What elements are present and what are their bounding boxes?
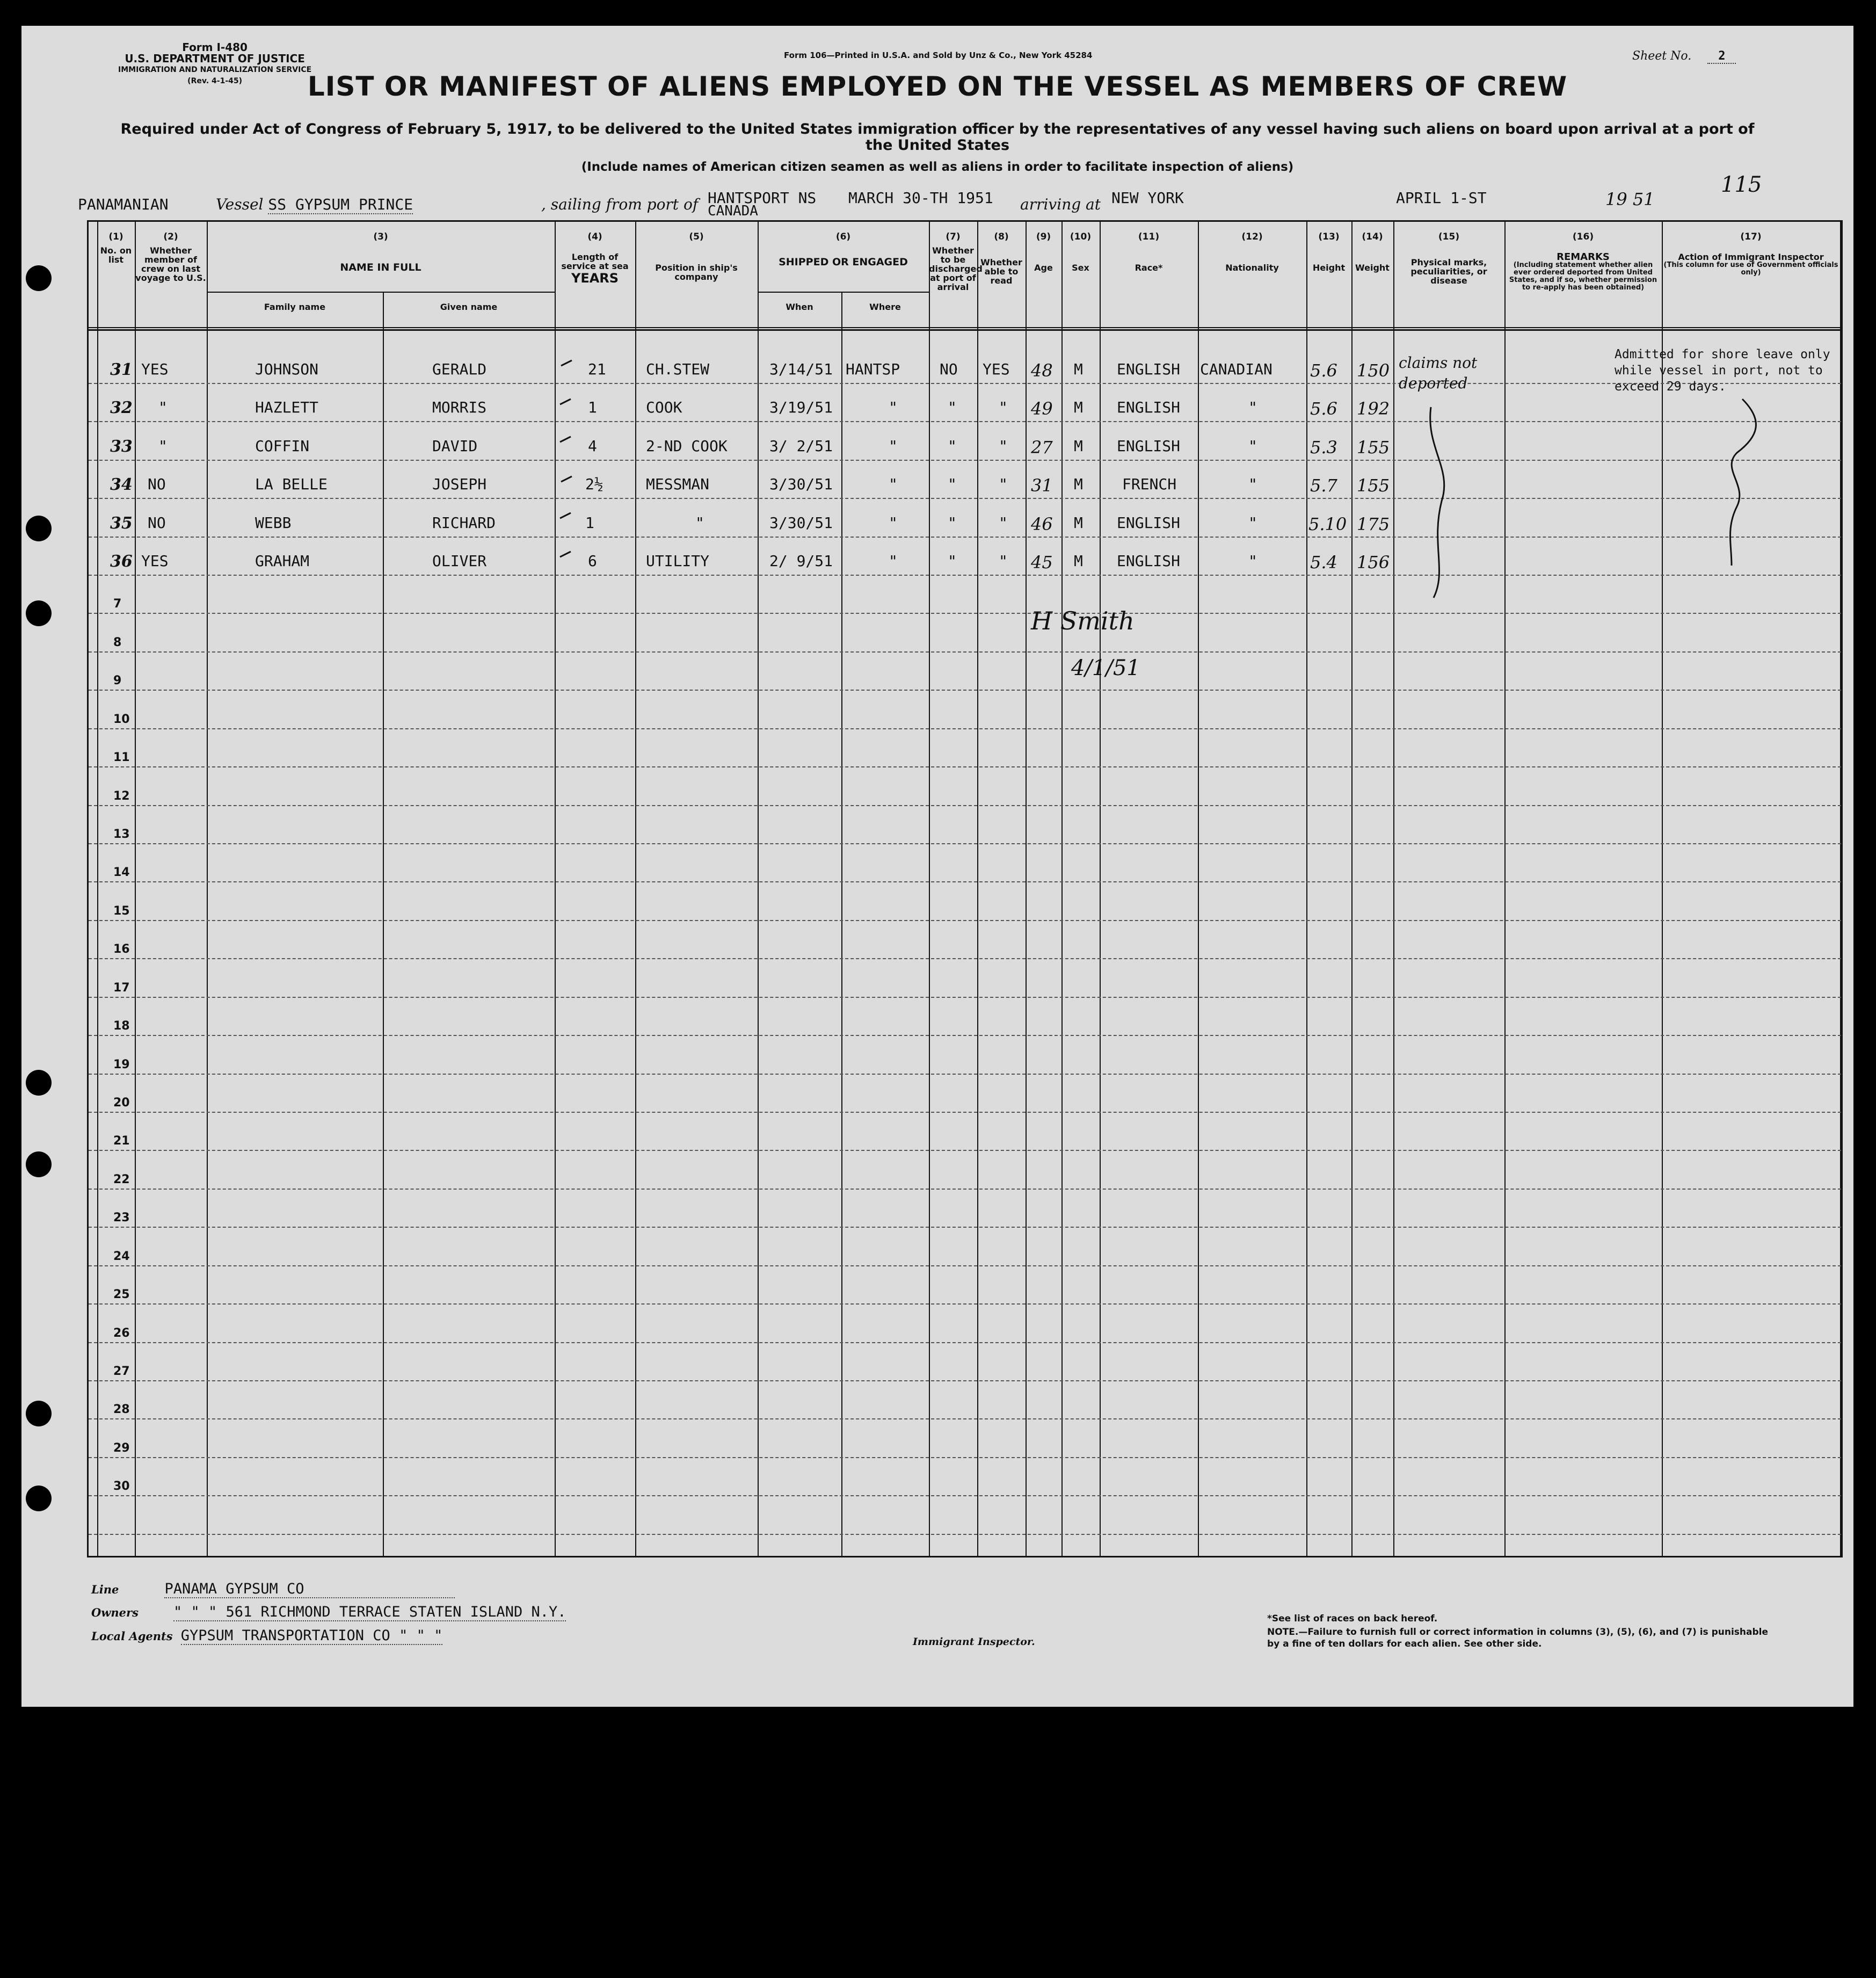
row-number: 9 (113, 674, 122, 687)
row-number: 15 (113, 904, 130, 918)
form-number: Form I-480 (182, 41, 248, 54)
row-number: 29 (113, 1441, 130, 1455)
immigrant-inspector-label: Immigrant Inspector. (913, 1636, 1035, 1648)
punch-hole (26, 1151, 52, 1177)
row-number: 20 (113, 1096, 130, 1110)
col6-where-header: Where (869, 302, 901, 312)
footer-agents: Local Agents GYPSUM TRANSPORTATION CO " " " (91, 1627, 443, 1644)
row-number: 7 (113, 597, 122, 611)
penalty-note: NOTE.—Failure to furnish full or correct information in columns (3), (5), (6), and (7) is punishable by a fine of ten dollars for each alien. See other side. (1267, 1627, 1769, 1649)
col3-header: (3) NAME IN FULL (340, 231, 421, 273)
subtitle-note: (Include names of American citizen seamen as well as aliens in order to facilitate inspection of aliens) (581, 160, 1294, 174)
row-number: 8 (113, 636, 122, 649)
arrival-year: 19 51 (1605, 189, 1655, 209)
inspector-signature: H Smith (1031, 606, 1135, 635)
remarks-note: Admitted for shore leave only while vessel in port, not to exceed 29 days. (1615, 347, 1830, 394)
printer-line: Form 106—Printed in U.S.A. and Sold by Unz & Co., New York 45284 (784, 50, 1093, 60)
owners-value: " " " 561 RICHMOND TERRACE STATEN ISLAND N.Y. (173, 1604, 566, 1620)
col1-header: (1) No. on list (100, 231, 132, 265)
row-number: 11 (113, 751, 130, 764)
races-note: *See list of races on back hereof. (1267, 1613, 1438, 1624)
manifest-document (21, 26, 1853, 1707)
row-number: 12 (113, 789, 130, 803)
punch-hole (26, 1486, 52, 1511)
sheet-value: 2 (1707, 49, 1736, 64)
col3-family-header: Family name (264, 302, 326, 312)
col16-header: (16) REMARKS (Including statement whether alien ever ordered deported from United States, and if so, whether permission to re-apply has been obtained) (1509, 231, 1657, 292)
col17-header: (17) Action of Immigrant Inspector (This column for use of Government officials only) (1663, 231, 1838, 277)
table-row: 31 YES JOHNSON GERALD 21 CH.STEW 3/14/51 HANTSP NO YES 48 M ENGLISH CANADIAN 5.6 150 (110, 360, 1390, 381)
sailing-label: , sailing from port of (541, 195, 699, 213)
arriving-label: arriving at (1020, 195, 1101, 213)
footer-owners: Owners " " " 561 RICHMOND TERRACE STATEN ISLAND N.Y. (91, 1604, 566, 1620)
col13-header: (13) Height (1312, 231, 1346, 273)
subtitle: Required under Act of Congress of February 5, 1917, to be delivered to the United States immigration officer by the representatives of any vessel having such aliens on board upon arrival at a port of the United States (120, 121, 1755, 154)
col12-header: (12) Nationality (1225, 231, 1279, 273)
table-row: 32 " HAZLETT MORRIS 1 COOK 3/19/51 " " " 49 M ENGLISH " 5.6 192 (110, 399, 1390, 419)
revision: (Rev. 4-1-45) (187, 77, 243, 85)
physical-marks-note: claims not deported (1399, 354, 1478, 392)
row-number: 26 (113, 1327, 130, 1340)
col2-header: (2) Whether member of crew on last voyage to U.S. (135, 231, 206, 283)
arrival-day: APRIL 1-ST (1396, 189, 1487, 207)
row-number: 27 (113, 1365, 130, 1378)
col5-header: (5) Position in ship's company (655, 231, 738, 282)
col8-header: (8) Whether able to read (980, 231, 1022, 286)
punch-hole (26, 1070, 52, 1096)
vessel-flag: PANAMANIAN (78, 195, 169, 213)
row-number: 21 (113, 1134, 130, 1148)
punch-hole (26, 265, 52, 291)
row-number: 28 (113, 1403, 130, 1416)
sheet-number (1632, 49, 1736, 63)
table-row: 35 NO WEBB RICHARD 1 " 3/30/51 " " " 46 M ENGLISH " 5.10 175 (110, 514, 1390, 534)
row-number: 16 (113, 943, 130, 956)
department: U.S. DEPARTMENT OF JUSTICE (125, 52, 305, 65)
col4-header: (4) Length of service at sea YEARS (561, 231, 629, 286)
page-title: LIST OR MANIFEST OF ALIENS EMPLOYED ON THE VESSEL AS MEMBERS OF CREW (307, 71, 1568, 102)
handwritten-marks (89, 222, 1841, 1556)
col7-header: (7) Whether to be discharged at port of arrival (929, 231, 983, 292)
row-number: 23 (113, 1211, 130, 1225)
table-row: 36 YES GRAHAM OLIVER 6 UTILITY 2/ 9/51 " " " 45 M ENGLISH " 5.4 156 (110, 552, 1390, 573)
sheet-label: Sheet No. (1632, 49, 1692, 63)
service: IMMIGRATION AND NATURALIZATION SERVICE (118, 66, 312, 74)
table-row: 33 " COFFIN DAVID 4 2-ND COOK 3/ 2/51 " " " 27 M ENGLISH " 5.3 155 (110, 437, 1390, 458)
page-number-handwritten: 115 (1721, 172, 1762, 197)
row-number: 14 (113, 866, 130, 879)
signature-date: 4/1/51 (1071, 656, 1140, 680)
departure-port: HANTSPORT NS (708, 189, 817, 207)
crew-table (87, 220, 1843, 1557)
row-number: 18 (113, 1019, 130, 1033)
punch-hole (26, 600, 52, 626)
vessel-name-line: Vessel SS GYPSUM PRINCE (216, 195, 413, 213)
row-number: 13 (113, 828, 130, 841)
departure-date: MARCH 30-TH 1951 (848, 189, 993, 207)
col15-header: (15) Physical marks, peculiarities, or disease (1410, 231, 1487, 286)
col11-header: (11) Race* (1135, 231, 1163, 273)
row-number: 22 (113, 1173, 130, 1186)
row-number: 19 (113, 1058, 130, 1071)
col3-given-header: Given name (440, 302, 498, 312)
col6-header: (6) SHIPPED OR ENGAGED (779, 231, 908, 268)
line-value: PANAMA GYPSUM CO (164, 1581, 454, 1598)
punch-hole (26, 1401, 52, 1426)
arrival-port: NEW YORK (1111, 189, 1184, 207)
col9-header: (9) Age (1034, 231, 1053, 273)
punch-hole (26, 516, 52, 541)
col10-header: (10) Sex (1070, 231, 1092, 273)
col6-when-header: When (786, 302, 813, 312)
table-row: 34 NO LA BELLE JOSEPH 2½ MESSMAN 3/30/51 " " " 31 M FRENCH " 5.7 155 (110, 475, 1390, 496)
row-number: 24 (113, 1250, 130, 1263)
footer-line: Line PANAMA GYPSUM CO (91, 1581, 455, 1597)
agents-value: GYPSUM TRANSPORTATION CO " " " (180, 1627, 443, 1644)
row-number: 17 (113, 981, 130, 995)
row-number: 10 (113, 713, 130, 726)
col14-header: (14) Weight (1355, 231, 1390, 273)
vessel-name: SS GYPSUM PRINCE (268, 195, 413, 213)
row-number: 25 (113, 1288, 130, 1301)
departure-country: CANADA (708, 203, 758, 219)
row-number: 30 (113, 1480, 130, 1493)
